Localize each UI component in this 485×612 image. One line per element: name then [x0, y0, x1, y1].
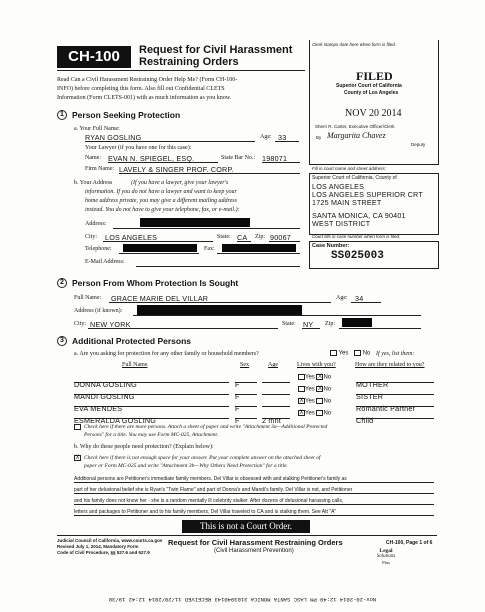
city-field[interactable] — [103, 233, 213, 242]
lawyer-name-field[interactable] — [108, 154, 218, 163]
respondent-name-label: Full Name: — [74, 295, 102, 301]
row-name-field[interactable] — [74, 398, 229, 413]
stamp-court2: County of Los Angeles — [344, 90, 399, 96]
address-note2: information. If you do not have a lawyer and want to keep your — [85, 189, 237, 195]
row-no-checkbox[interactable]: X — [317, 386, 322, 392]
fax-header-line: Nov-20-2014 12:40 PM LASC SANTA MONICA 3103940143 RECEIVED 11/20/2014 12:42 19/38 — [108, 596, 377, 603]
row-age-field[interactable] — [262, 410, 290, 425]
q3a-yes-checkbox[interactable] — [330, 350, 337, 356]
section3-number: 3 — [57, 336, 67, 346]
respondent-state-value: NY — [303, 320, 314, 329]
row-no-label: No — [323, 374, 332, 381]
protected-person-row — [74, 374, 434, 389]
row-name-field[interactable] — [74, 374, 229, 389]
your-name-value: RYAN GOSLING — [85, 133, 142, 142]
row-yes-checkbox[interactable]: X — [299, 398, 304, 404]
question-3a: a. Are you asking for protection for any other family or household members? — [74, 351, 259, 357]
telephone-label: Telephone: — [85, 246, 112, 252]
state-value: CA — [237, 233, 248, 242]
age-label: Age: — [260, 134, 272, 140]
header-rule — [57, 70, 305, 71]
row-related: SISTER — [356, 392, 384, 401]
section2-title: Person From Whom Protection Is Sought — [72, 278, 239, 288]
col-age: Age — [268, 362, 278, 368]
respondent-age-value: 34 — [355, 294, 364, 303]
bar-label: State Bar No.: — [221, 155, 256, 161]
court-line4: SANTA MONICA, CA 90401 — [312, 211, 406, 220]
col-related: How are they related to you? — [355, 362, 425, 368]
court-line5: WEST DISTRICT — [312, 219, 371, 228]
respondent-city-value: NEW YORK — [90, 320, 131, 329]
state-field[interactable] — [237, 233, 251, 242]
city-value: LOS ANGELES — [105, 233, 158, 242]
respondent-age-label: Age: — [336, 295, 348, 301]
respondent-name-value: GRACE MARIE DEL VILLAR — [111, 294, 209, 303]
row-name: DONNA GOSLING — [74, 380, 137, 389]
explain-line[interactable]: Additional persons are Petitioner's immediate family members. Del Villar is obsessed with and stalking Petitioner's family as — [74, 476, 434, 483]
case-number-value: SS025003 — [331, 250, 384, 262]
filed-stamp: FILED — [356, 69, 393, 83]
footer-rule — [57, 535, 437, 536]
redacted-respondent-address — [137, 305, 302, 315]
legal-solutions-logo — [368, 548, 404, 566]
state-label: State: — [217, 234, 231, 240]
respondent-city-label: City: — [74, 321, 87, 327]
bar-value: 198071 — [262, 154, 288, 163]
row-no-checkbox[interactable]: X — [317, 374, 322, 380]
firm-value: LAVELY & SINGER PROF. CORP. — [119, 165, 234, 174]
respondent-name-field[interactable] — [109, 294, 331, 303]
footer-left1: Judicial Council of California, www.courts.ca.gov — [57, 538, 163, 543]
stamp-court1: Superior Court of California — [336, 83, 402, 89]
check-note1: Check here if there is not enough space for your answer. Put your complete answer on the attached sheet of — [84, 455, 321, 461]
respondent-state-field[interactable] — [302, 320, 320, 329]
redacted-fax — [222, 244, 296, 252]
row-yes-label: Yes — [305, 410, 315, 417]
stamp-date: NOV 20 2014 — [345, 108, 402, 119]
address-note3: home address private, you may give a different mailing address — [85, 198, 237, 204]
form-title-line2: Restraining Orders — [139, 56, 239, 68]
logo-line3: Plus — [382, 560, 390, 565]
your-name-label: a. Your Full Name: — [74, 126, 120, 132]
q3a-list-them: If yes, list them: — [376, 350, 415, 357]
q3a-yes-label: Yes — [338, 350, 349, 357]
section3-title: Additional Protected Persons — [72, 336, 192, 346]
row-sex-field[interactable] — [235, 386, 257, 401]
row-related: Romantic Partner — [356, 404, 416, 413]
address-field-label: Address: — [85, 221, 107, 227]
question-3b: b. Why do these people need protection? (Explain below): — [74, 444, 214, 450]
row-no-label: No — [323, 386, 332, 393]
court-line2: LOS ANGELES SUPERIOR CRT — [312, 190, 423, 199]
col-lives: Lives with you? — [297, 362, 336, 368]
row-yes-label: Yes — [305, 374, 315, 381]
row-related-field[interactable] — [356, 410, 434, 425]
row-yes-label: Yes — [305, 398, 315, 405]
row-sex-field[interactable] — [235, 398, 257, 413]
col-sex: Sex — [240, 362, 249, 368]
row-related-field[interactable] — [356, 374, 434, 389]
address-label: b. Your Address — [74, 180, 113, 186]
court-line1: LOS ANGELES — [312, 182, 365, 191]
intro-line1: Read Can a Civil Harassment Restraining Order Help Me? (Form CH-100- — [57, 77, 238, 83]
firm-label: Firm Name: — [85, 166, 115, 172]
form-number: CH-100 — [57, 46, 131, 68]
stamp-deputy: Deputy — [411, 142, 426, 147]
age-value: 33 — [278, 133, 287, 142]
respondent-age-field[interactable] — [351, 294, 381, 303]
row-name-field[interactable] — [74, 410, 229, 425]
age-field[interactable] — [275, 133, 299, 142]
row-yes-label: Yes — [305, 386, 315, 393]
lawyer-label: Your Lawyer (if you have one for this case): — [85, 145, 192, 151]
city-label: City: — [85, 234, 98, 240]
more-persons-checkbox[interactable] — [74, 424, 81, 430]
row-related-field[interactable] — [356, 398, 434, 413]
section2-number: 2 — [57, 278, 67, 288]
row-sex: F — [235, 380, 240, 389]
logo-line1: Legal — [379, 548, 393, 554]
row-name: ESMERALDA GOSLING — [74, 416, 157, 425]
q3a-no-label: No — [362, 350, 371, 357]
redacted-respondent-zip — [342, 318, 372, 327]
footer-center2: (Civil Harassment Prevention) — [214, 548, 294, 554]
row-related: Child — [356, 416, 374, 425]
firm-field[interactable] — [119, 165, 300, 174]
address-note1: (If you have a lawyer, give your lawyer's — [131, 180, 229, 186]
row-sex-field[interactable] — [235, 374, 257, 389]
row-name-field[interactable] — [74, 386, 229, 401]
col-full-name: Full Name — [122, 362, 148, 368]
respondent-state-label: State: — [282, 321, 296, 327]
row-yes-checkbox[interactable] — [298, 374, 305, 380]
more-persons-note1: Check here if there are more persons. Attach a sheet of paper and write "Attachment 3a—Additional Protected — [84, 424, 328, 430]
court-line3: 1725 MAIN STREET — [312, 198, 382, 207]
intro-line2: INFO) before completing this form. Also fill out Confidential CLETS — [57, 86, 225, 92]
respondent-zip-label: Zip: — [325, 321, 335, 327]
more-persons-note2: Persons" for a title. You may use Form MC-025, Attachment. — [84, 432, 219, 438]
row-sex: F — [235, 392, 240, 401]
fax-label: Fax: — [204, 246, 215, 252]
row-name: MANDI GOSLING — [74, 392, 135, 401]
row-yes-checkbox[interactable]: X — [299, 410, 304, 416]
lawyer-name-label: Name: — [85, 155, 101, 161]
row-sex: F — [235, 404, 240, 413]
zip-field[interactable] — [269, 233, 300, 242]
q3a-yes-group — [330, 350, 414, 357]
row-sex: F — [235, 416, 240, 425]
attach-sheet-checkbox[interactable]: X — [75, 455, 80, 461]
protected-person-row — [74, 398, 434, 413]
row-age-field[interactable] — [262, 398, 290, 407]
section1-title: Person Seeking Protection — [72, 110, 181, 120]
your-name-field[interactable] — [85, 133, 255, 142]
footer-page: CH-100, Page 1 of 6 — [386, 540, 433, 546]
row-related-field[interactable] — [356, 386, 434, 401]
row-age-field[interactable] — [262, 374, 290, 383]
protected-person-row — [74, 386, 434, 401]
q3a-no-checkbox[interactable] — [354, 350, 361, 356]
row-related: MOTHER — [356, 380, 389, 389]
stamp-officer: Sherri R. Carter, Executive Officer/Clerk — [315, 124, 395, 129]
row-age: 2 mnt — [262, 416, 281, 425]
row-age-field[interactable] — [262, 386, 290, 395]
footer-left2: Revised July 1, 2014, Mandatory Form — [57, 544, 139, 549]
email-label: E-Mail Address: — [85, 259, 125, 265]
case-fill-label: Court fills in case number when form is filed. — [312, 234, 401, 239]
respondent-address-label: Address (if known): — [74, 308, 123, 314]
stamp-by: By — [316, 135, 322, 140]
check-note2: paper or Form MC-025 and write "Attachment 3b—Why Others Need Protection" for a title. — [84, 463, 288, 469]
case-number-label: Case Number: — [312, 243, 350, 249]
explain-line[interactable]: letters and packages to Petitioner and to his family members, Del Villar traveled to CA and is stalking them. See Att "A" — [74, 509, 434, 516]
footer-center1: Request for Civil Harassment Restraining Orders — [168, 538, 343, 547]
stamp-signature: Margarita Chavez — [327, 131, 386, 140]
row-no-label: No — [323, 398, 332, 405]
court-label: Superior Court of California, County of — [312, 175, 397, 181]
explain-line[interactable]: part of her delusional belief she is Ryan's "Twin Flame" and part of Donna's and Mandi's family. Del Villar is not, and Petitioner — [74, 487, 434, 494]
email-field[interactable] — [136, 258, 300, 267]
row-sex-field[interactable] — [235, 410, 257, 425]
protected-person-row — [74, 410, 434, 425]
row-no-label: No — [323, 410, 332, 417]
explain-line[interactable]: and his family does not know her - she is a random mentally ill celebrity stalker. After dozens of delusional harassing calls, — [74, 498, 434, 505]
footer-left3: Code of Civil Procedure, §§ 527.6 and 527.9 — [57, 550, 150, 555]
bar-field[interactable] — [262, 154, 300, 163]
intro-line3: Information (Form CLETS-001) with as much information as you know. — [57, 95, 232, 101]
form-title-line1: Request for Civil Harassment — [139, 44, 293, 56]
logo-line2: Solutions — [376, 554, 396, 559]
respondent-city-field[interactable] — [88, 320, 278, 329]
row-name: EVA MENDES — [74, 404, 123, 413]
clerk-stamp-label: Clerk stamps date here when form is filed. — [312, 42, 397, 47]
address-note4: instead. You do not have to give your telephone, fax, or e-mail.): — [85, 207, 240, 213]
section1-number: 1 — [57, 110, 67, 120]
row-yes-checkbox[interactable] — [298, 386, 305, 392]
lawyer-name-value: EVAN N. SPIEGEL, ESQ. — [108, 154, 195, 163]
redacted-address — [140, 218, 250, 227]
not-court-order-banner: This is not a Court Order. — [182, 520, 310, 533]
zip-value: 90067 — [270, 233, 291, 242]
zip-label: Zip: — [255, 234, 265, 240]
court-fill-label: Fill in court name and street address: — [312, 166, 387, 171]
redacted-telephone — [123, 244, 197, 252]
